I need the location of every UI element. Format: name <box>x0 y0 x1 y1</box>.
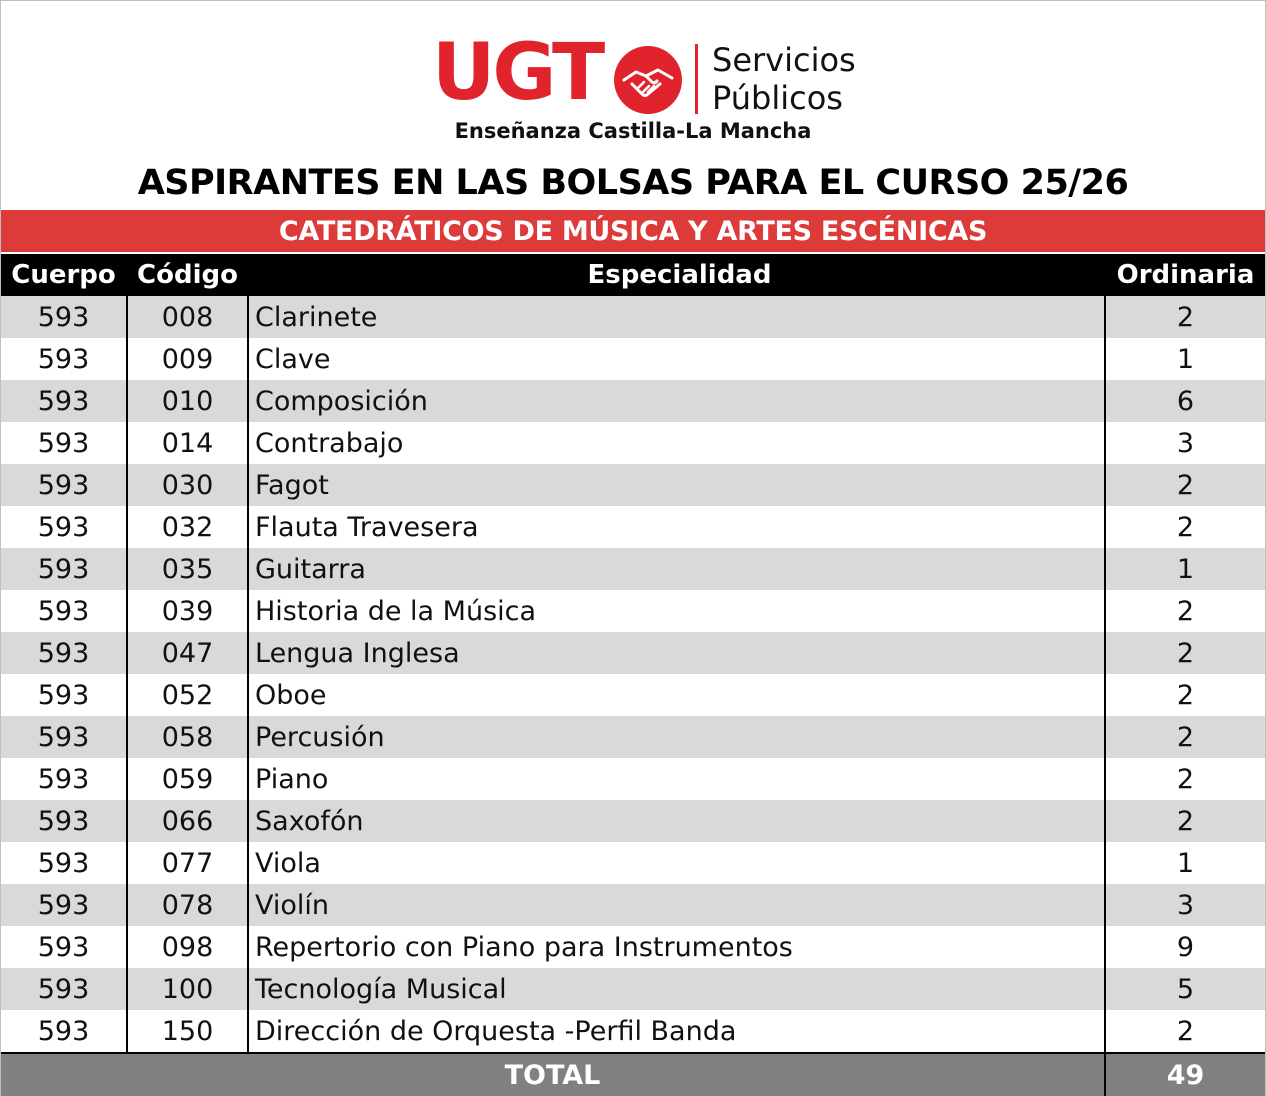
cell-cuerpo: 593 <box>1 464 127 506</box>
table-row <box>1 464 1265 506</box>
table-row <box>1 590 1265 632</box>
cell-ordinaria: 2 <box>1105 590 1265 632</box>
cell-especialidad: Lengua Inglesa <box>248 632 1105 674</box>
table-header-row <box>1 254 1265 296</box>
cell-codigo: 077 <box>127 842 248 884</box>
cell-cuerpo: 593 <box>1 632 127 674</box>
cell-ordinaria: 6 <box>1105 380 1265 422</box>
cell-codigo: 059 <box>127 758 248 800</box>
section-title: CATEDRÁTICOS DE MÚSICA Y ARTES ESCÉNICAS <box>1 210 1265 252</box>
cell-cuerpo: 593 <box>1 422 127 464</box>
header-codigo: Código <box>127 254 248 296</box>
cell-especialidad: Tecnología Musical <box>248 968 1105 1010</box>
table-row <box>1 716 1265 758</box>
cell-codigo: 100 <box>127 968 248 1010</box>
logo-divider <box>695 44 698 114</box>
cell-codigo: 039 <box>127 590 248 632</box>
cell-especialidad: Composición <box>248 380 1105 422</box>
cell-especialidad: Historia de la Música <box>248 590 1105 632</box>
cell-especialidad: Violín <box>248 884 1105 926</box>
table-row <box>1 884 1265 926</box>
table-row <box>1 842 1265 884</box>
header-ordinaria: Ordinaria <box>1105 254 1265 296</box>
cell-especialidad: Percusión <box>248 716 1105 758</box>
table-row <box>1 800 1265 842</box>
logo-org-line2: Públicos <box>712 79 843 117</box>
cell-cuerpo: 593 <box>1 296 127 338</box>
cell-especialidad: Saxofón <box>248 800 1105 842</box>
cell-cuerpo: 593 <box>1 968 127 1010</box>
cell-ordinaria: 5 <box>1105 968 1265 1010</box>
table-row <box>1 758 1265 800</box>
cell-cuerpo: 593 <box>1 758 127 800</box>
cell-ordinaria: 2 <box>1105 506 1265 548</box>
cell-especialidad: Piano <box>248 758 1105 800</box>
cell-ordinaria: 2 <box>1105 716 1265 758</box>
header-especialidad: Especialidad <box>248 254 1105 296</box>
cell-ordinaria: 2 <box>1105 632 1265 674</box>
logo-region: Enseñanza Castilla-La Mancha <box>454 119 812 143</box>
table-row <box>1 422 1265 464</box>
cell-ordinaria: 9 <box>1105 926 1265 968</box>
cell-codigo: 098 <box>127 926 248 968</box>
cell-especialidad: Fagot <box>248 464 1105 506</box>
cell-codigo: 035 <box>127 548 248 590</box>
cell-ordinaria: 3 <box>1105 884 1265 926</box>
cell-codigo: 009 <box>127 338 248 380</box>
logo-org-line1: Servicios <box>712 41 856 79</box>
cell-especialidad: Viola <box>248 842 1105 884</box>
cell-especialidad: Clarinete <box>248 296 1105 338</box>
table-row <box>1 926 1265 968</box>
cell-cuerpo: 593 <box>1 506 127 548</box>
cell-especialidad: Repertorio con Piano para Instrumentos <box>248 926 1105 968</box>
cell-codigo: 008 <box>127 296 248 338</box>
table-row <box>1 968 1265 1010</box>
cell-codigo: 032 <box>127 506 248 548</box>
page-title: ASPIRANTES EN LAS BOLSAS PARA EL CURSO 25/26 <box>137 163 1129 203</box>
table-row <box>1 548 1265 590</box>
cell-cuerpo: 593 <box>1 926 127 968</box>
table-row <box>1 296 1265 338</box>
cell-codigo: 058 <box>127 716 248 758</box>
cell-cuerpo: 593 <box>1 674 127 716</box>
cell-especialidad: Flauta Travesera <box>248 506 1105 548</box>
cell-codigo: 052 <box>127 674 248 716</box>
cell-cuerpo: 593 <box>1 1010 127 1053</box>
header-cuerpo: Cuerpo <box>1 254 127 296</box>
cell-cuerpo: 593 <box>1 884 127 926</box>
table-row <box>1 506 1265 548</box>
cell-especialidad: Dirección de Orquesta -Perfil Banda <box>248 1010 1105 1053</box>
table-row <box>1 338 1265 380</box>
cell-cuerpo: 593 <box>1 716 127 758</box>
cell-cuerpo: 593 <box>1 548 127 590</box>
cell-especialidad: Guitarra <box>248 548 1105 590</box>
cell-especialidad: Contrabajo <box>248 422 1105 464</box>
cell-codigo: 150 <box>127 1010 248 1053</box>
cell-especialidad: Clave <box>248 338 1105 380</box>
table-row <box>1 674 1265 716</box>
table-row <box>1 1010 1265 1053</box>
total-label: TOTAL <box>1 1053 1105 1096</box>
cell-codigo: 047 <box>127 632 248 674</box>
cell-ordinaria: 3 <box>1105 422 1265 464</box>
cell-codigo: 014 <box>127 422 248 464</box>
table-row <box>1 632 1265 674</box>
handshake-icon <box>614 46 682 114</box>
aspirantes-table <box>1 254 1265 1096</box>
table-row <box>1 380 1265 422</box>
total-row <box>1 1053 1265 1096</box>
cell-ordinaria: 2 <box>1105 800 1265 842</box>
cell-cuerpo: 593 <box>1 380 127 422</box>
cell-especialidad: Oboe <box>248 674 1105 716</box>
cell-ordinaria: 1 <box>1105 338 1265 380</box>
cell-codigo: 066 <box>127 800 248 842</box>
cell-cuerpo: 593 <box>1 338 127 380</box>
total-value: 49 <box>1105 1053 1265 1096</box>
cell-ordinaria: 1 <box>1105 842 1265 884</box>
cell-codigo: 030 <box>127 464 248 506</box>
cell-ordinaria: 2 <box>1105 674 1265 716</box>
cell-cuerpo: 593 <box>1 800 127 842</box>
cell-cuerpo: 593 <box>1 590 127 632</box>
cell-ordinaria: 2 <box>1105 464 1265 506</box>
cell-ordinaria: 2 <box>1105 1010 1265 1053</box>
cell-ordinaria: 2 <box>1105 296 1265 338</box>
cell-cuerpo: 593 <box>1 842 127 884</box>
cell-ordinaria: 1 <box>1105 548 1265 590</box>
logo-brand-text: UGT <box>432 28 603 118</box>
cell-codigo: 010 <box>127 380 248 422</box>
cell-codigo: 078 <box>127 884 248 926</box>
cell-ordinaria: 2 <box>1105 758 1265 800</box>
